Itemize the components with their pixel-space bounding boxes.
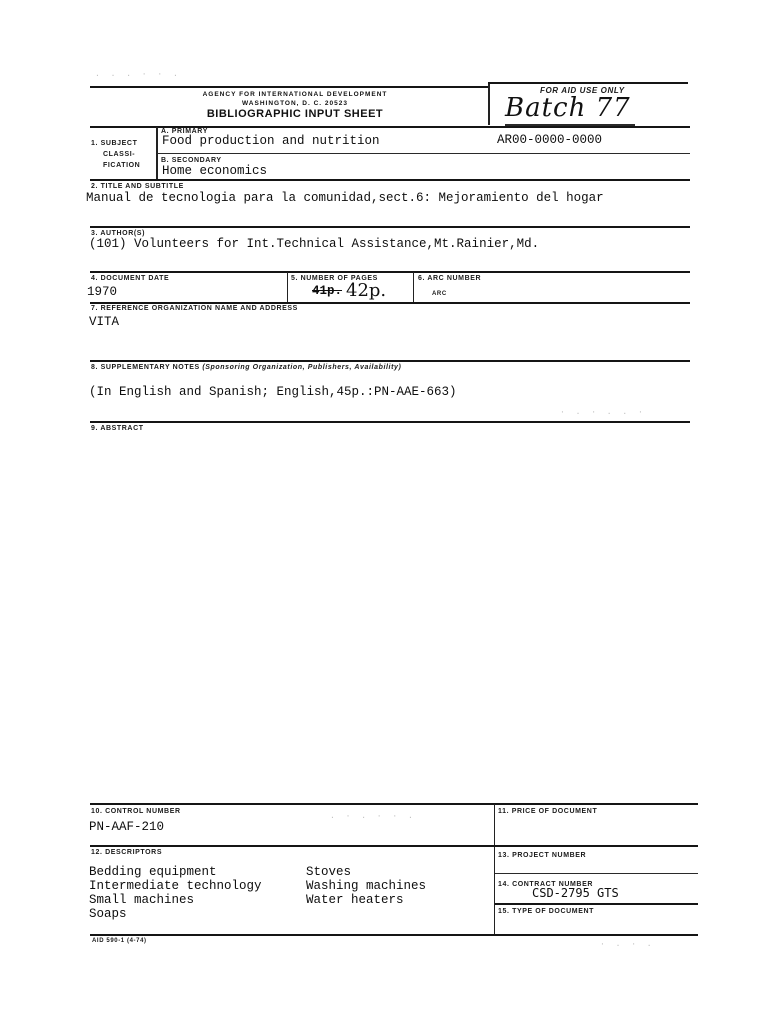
section-rule: [90, 845, 698, 847]
aid-box-top-border: [488, 82, 688, 84]
title-label: 2. TITLE AND SUBTITLE: [91, 183, 184, 190]
subject-class-label-2: CLASSI-: [103, 151, 136, 158]
agency-address: WASHINGTON, D. C. 20523: [242, 100, 348, 107]
pages-arc-divider: [413, 272, 414, 302]
section-rule: [90, 271, 690, 273]
contract-number-value: CSD-2795 GTS: [532, 886, 619, 900]
supp-notes-label-italic: (Sponsoring Organization, Publishers, Availability): [202, 364, 402, 371]
secondary-label: B. SECONDARY: [161, 157, 222, 164]
right-column-divider: [494, 804, 495, 934]
descriptor-item: Intermediate technology: [89, 879, 262, 893]
price-label: 11. PRICE OF DOCUMENT: [498, 808, 598, 815]
document-date-label: 4. DOCUMENT DATE: [91, 275, 170, 282]
authors-label: 3. AUTHOR(S): [91, 230, 145, 237]
primary-secondary-rule: [157, 153, 690, 154]
right-column-rule: [495, 873, 698, 874]
control-number-label: 10. CONTROL NUMBER: [91, 808, 181, 815]
section-rule: [90, 302, 690, 304]
aid-use-only-label: FOR AID USE ONLY: [540, 86, 625, 95]
batch-handwritten: Batch 77: [505, 93, 631, 123]
title-value: Manual de tecnologia para la comunidad,sect.6: Mejoramiento del hogar: [86, 191, 604, 205]
pages-handwritten: 42p.: [346, 280, 387, 301]
section-rule: [90, 421, 690, 423]
scan-noise: . · . · · .: [330, 812, 416, 821]
arc-value: ARC: [432, 291, 447, 297]
descriptors-label: 12. DESCRIPTORS: [91, 849, 163, 856]
section-rule: [90, 360, 690, 362]
descriptor-item: Stoves: [306, 865, 352, 879]
scan-noise: · . · . . ·: [560, 408, 646, 417]
pages-label: 5. NUMBER OF PAGES: [291, 275, 378, 282]
subject-class-label-1: 1. SUBJECT: [91, 140, 138, 147]
section-rule: [90, 934, 698, 936]
contract-number-label: 14. CONTRACT NUMBER: [498, 881, 594, 888]
arc-label: 6. ARC NUMBER: [418, 275, 482, 282]
authors-value: (101) Volunteers for Int.Technical Assistance,Mt.Rainier,Md.: [89, 237, 540, 251]
document-date-value: 1970: [87, 285, 118, 299]
descriptor-item: Bedding equipment: [89, 865, 217, 879]
control-number-value: PN-AAF-210: [89, 820, 165, 834]
secondary-value: Home economics: [162, 164, 268, 178]
section-rule: [90, 179, 690, 181]
descriptor-item: Small machines: [89, 893, 195, 907]
abstract-label: 9. ABSTRACT: [91, 425, 144, 432]
supp-notes-label: [91, 364, 401, 371]
scan-noise: . . . · · .: [95, 70, 181, 79]
section-rule: [90, 226, 690, 228]
reference-org-label: 7. REFERENCE ORGANIZATION NAME AND ADDRESS: [91, 305, 298, 312]
scan-noise: · . · .: [600, 940, 655, 949]
right-column-rule: [495, 903, 698, 905]
descriptor-item: Soaps: [89, 907, 127, 921]
primary-code: AR00-0000-0000: [497, 133, 603, 147]
primary-label: A. PRIMARY: [161, 128, 208, 135]
descriptor-item: Washing machines: [306, 879, 427, 893]
date-pages-divider: [287, 272, 288, 302]
supp-notes-value: (In English and Spanish; English,45p.:PN-AAE-663): [89, 385, 457, 399]
descriptor-item: Water heaters: [306, 893, 404, 907]
project-number-label: 13. PROJECT NUMBER: [498, 852, 587, 859]
form-title: BIBLIOGRAPHIC INPUT SHEET: [206, 108, 384, 120]
reference-org-value: VITA: [89, 315, 120, 329]
form-number: AID 590-1 (4-74): [92, 938, 147, 944]
section-rule: [90, 803, 698, 805]
pages-struck-value: 41p.: [312, 284, 343, 298]
type-of-document-label: 15. TYPE OF DOCUMENT: [498, 908, 595, 915]
header-underline: [90, 86, 490, 88]
primary-value: Food production and nutrition: [162, 134, 380, 148]
subject-class-label-3: FICATION: [103, 162, 141, 169]
supp-notes-label-main: 8. SUPPLEMENTARY NOTES: [91, 364, 200, 371]
agency-name: AGENCY FOR INTERNATIONAL DEVELOPMENT: [202, 91, 388, 98]
aid-box-left-border: [488, 83, 490, 125]
